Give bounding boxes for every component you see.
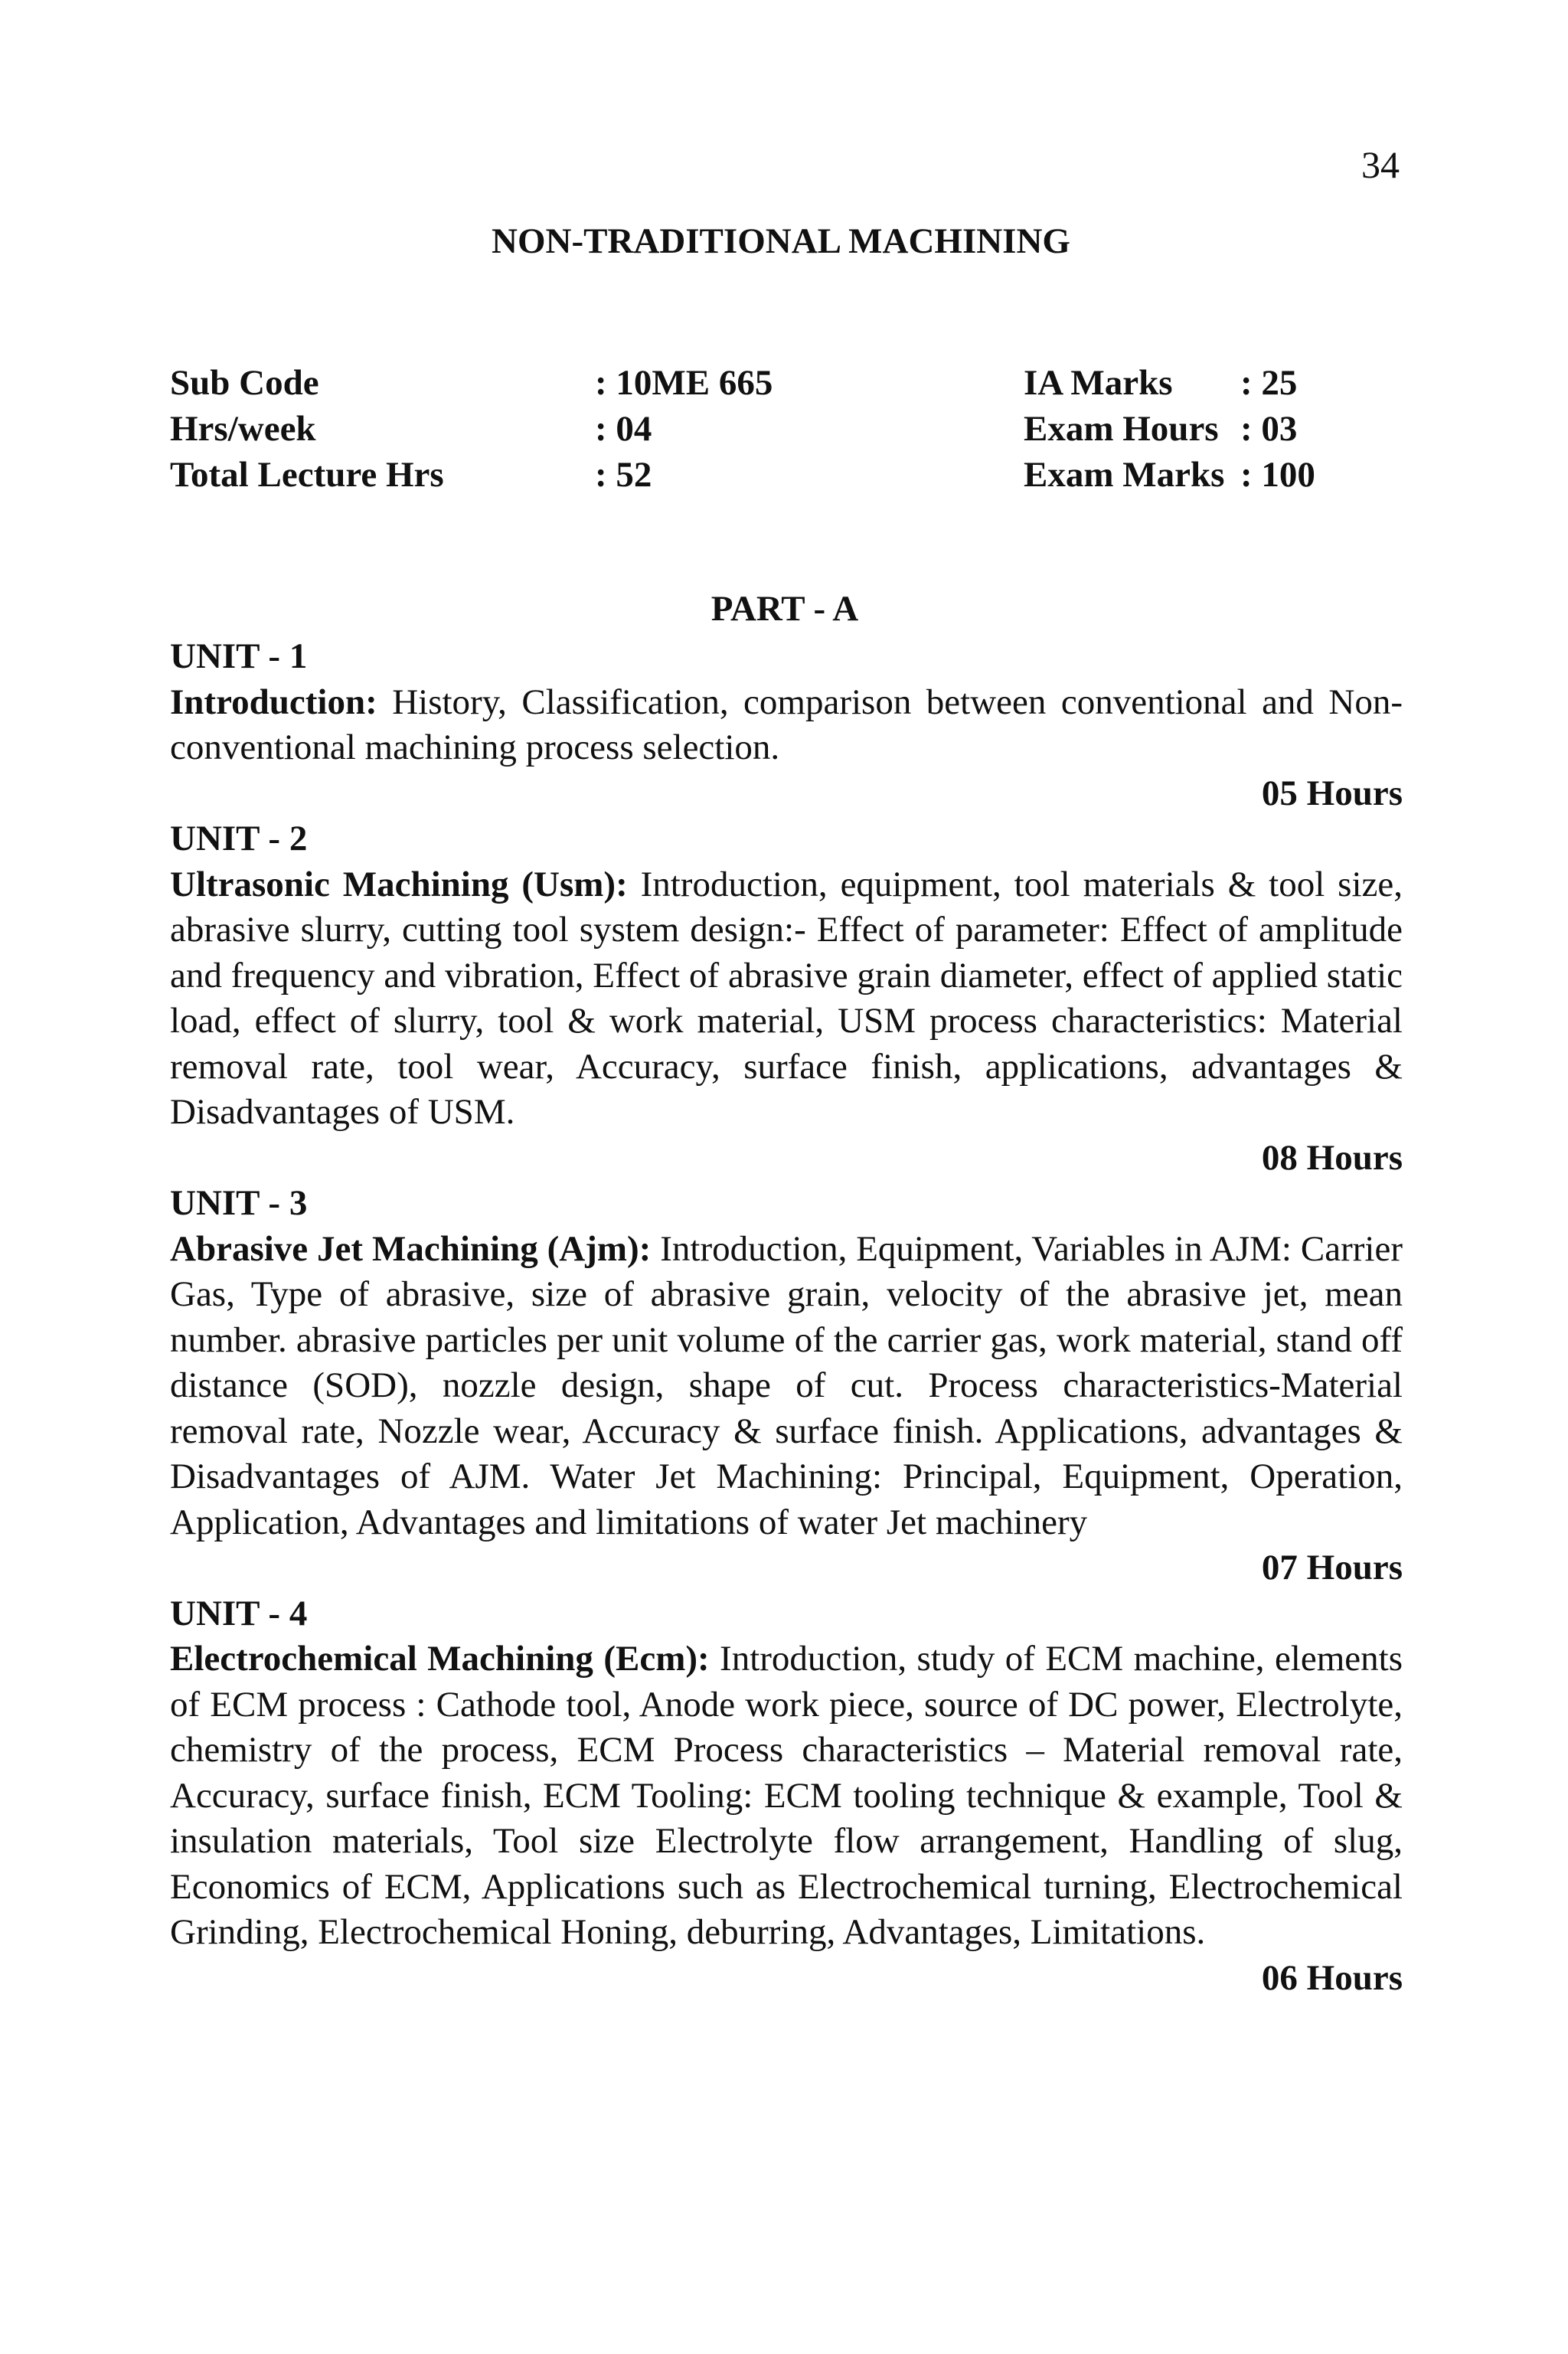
unit-title: UNIT - 3	[170, 1183, 308, 1223]
unit-topic: Introduction:	[170, 682, 377, 722]
unit-topic: Electrochemical Machining (Ecm):	[170, 1639, 710, 1679]
exam-hours-value: : 03	[1240, 409, 1298, 449]
exam-marks-value: : 100	[1240, 455, 1315, 495]
unit-text: Introduction, equipment, tool materials & tool size, abrasive slurry, cutting tool system design:- Effect of parameter: Effect of amplitude and frequency and vibration, Effect of abrasive grain diameter, effect of applied static load, effect of slurry, tool & work material, USM process characteristics: Material removal rate, tool wear, Accuracy, surface finish, applications, advantages & Disadvantages of USM.	[170, 864, 1403, 1132]
unit-section	[170, 816, 1403, 1181]
unit-hours: 06 Hours	[1261, 1957, 1403, 1998]
unit-hours: 08 Hours	[1261, 1137, 1403, 1178]
unit-section	[170, 1181, 1403, 1591]
unit-hours: 05 Hours	[1261, 773, 1403, 813]
syllabus-content	[170, 634, 1403, 2001]
unit-title: UNIT - 1	[170, 636, 308, 676]
info-row-sub-code	[170, 360, 1410, 406]
unit-text: Introduction, Equipment, Variables in AJM: Carrier Gas, Type of abrasive, size of abrasive grain, velocity of the abrasive jet, mean number. abrasive particles per unit volume of the carrier gas, work material, stand off distance (SOD), nozzle design, shape of cut. Process characteristics-Material removal rate, Nozzle wear, Accuracy & surface finish. Applications, advantages & Disadvantages of AJM. Water Jet Machining: Principal, Equipment, Operation, Application, Advantages and limitations of water Jet machinery	[170, 1228, 1403, 1542]
exam-hours-label: Exam Hours	[1024, 409, 1219, 449]
sub-code-label: Sub Code	[170, 363, 319, 403]
course-info-table	[170, 360, 1410, 498]
unit-topic: Abrasive Jet Machining (Ajm):	[170, 1228, 652, 1269]
unit-topic: Ultrasonic Machining (Usm):	[170, 864, 628, 904]
lecture-hrs-label: Total Lecture Hrs	[170, 455, 444, 495]
ia-marks-label: IA Marks	[1024, 363, 1173, 403]
part-heading: PART - A	[710, 589, 859, 629]
unit-title: UNIT - 2	[170, 819, 308, 858]
hrs-week-label: Hrs/week	[170, 409, 316, 449]
unit-description	[170, 680, 1403, 771]
sub-code-value: : 10ME 665	[595, 363, 773, 403]
info-row-lecture-hrs	[170, 452, 1410, 498]
lecture-hrs-value: : 52	[595, 455, 652, 495]
unit-description	[170, 1227, 1403, 1546]
page-title: NON-TRADITIONAL MACHINING	[492, 221, 1070, 261]
unit-section	[170, 1591, 1403, 2002]
unit-title: UNIT - 4	[170, 1593, 308, 1633]
page-number: 34	[1361, 143, 1400, 186]
unit-text: History, Classification, comparison between conventional and Non-conventional machining process selection.	[170, 682, 1403, 767]
exam-marks-label: Exam Marks	[1024, 455, 1225, 495]
info-row-hrs-week	[170, 406, 1410, 452]
unit-section	[170, 634, 1403, 816]
unit-description	[170, 862, 1403, 1136]
unit-text: Introduction, study of ECM machine, elements of ECM process : Cathode tool, Anode work piece, source of DC power, Electrolyte, chemistry of the process, ECM Process characteristics – Material removal rate, Accuracy, surface finish, ECM Tooling: ECM tooling technique & example, Tool & insulation materials, Tool size Electrolyte flow arrangement, Handling of slug, Economics of ECM, Applications such as Electrochemical turning, Electrochemical Grinding, Electrochemical Honing, deburring, Advantages, Limitations.	[170, 1639, 1403, 1952]
unit-hours: 07 Hours	[1261, 1548, 1403, 1587]
ia-marks-value: : 25	[1240, 363, 1298, 403]
unit-description	[170, 1636, 1403, 1956]
hrs-week-value: : 04	[595, 409, 652, 449]
